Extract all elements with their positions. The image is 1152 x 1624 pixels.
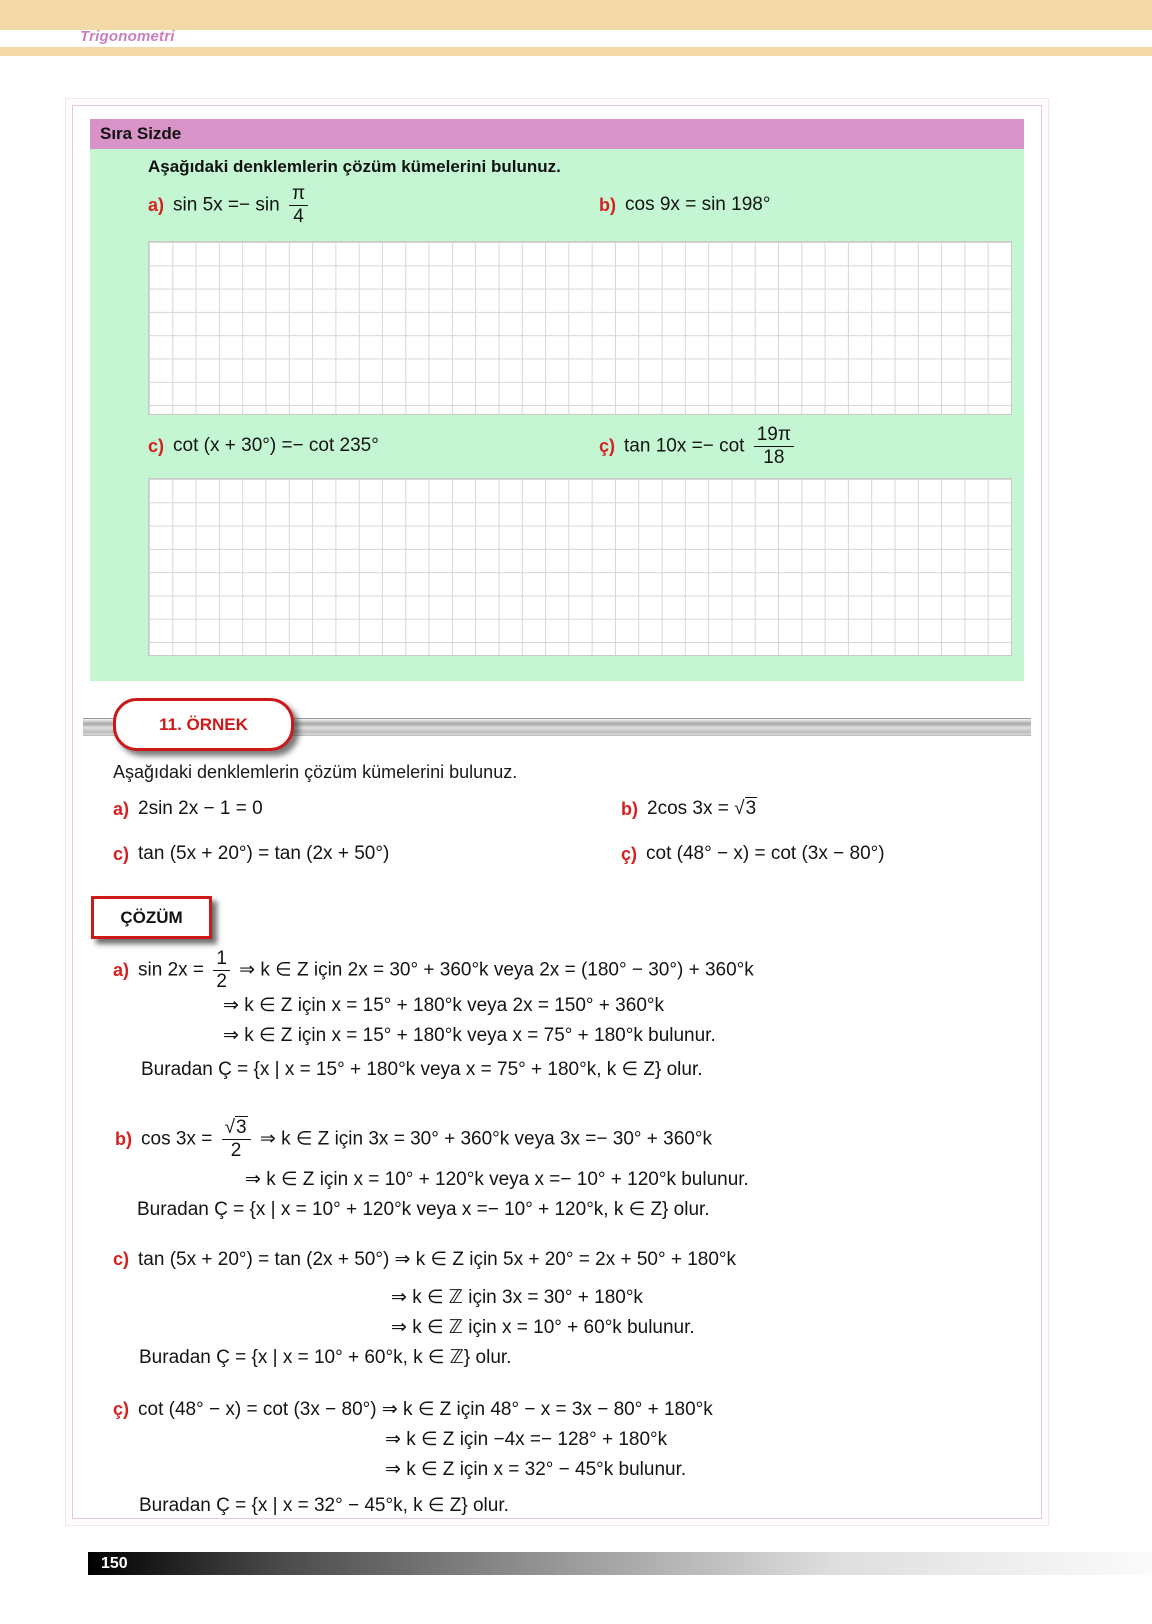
solution-b-label: b) xyxy=(115,1128,132,1149)
problem-a-formula: sin 5x =− sin $\frac{\pi}{4}$ xyxy=(173,184,312,227)
ornek-instruction: Aşağıdaki denklemlerin çözüm kümelerini bulunuz. xyxy=(113,762,518,782)
problem-cc-formula: tan 10x =− cot $\frac{19\pi}{18}$ xyxy=(624,425,798,468)
problem-b-formula: cos 9x = sin 198° xyxy=(625,194,771,215)
solution-c-label: c) xyxy=(113,1249,130,1269)
solution-cc-line-2: ⇒ k ∈ Z için −4x =− 128° + 180°k xyxy=(385,1429,668,1450)
chapter-title: Trigonometri xyxy=(80,28,175,45)
solution-b-line-1: b) cos 3x = $\frac{√3}{2}$ ⇒ k ∈ Z için 3x = 30° + 360°k veya 3x =− 30° + 360°k xyxy=(115,1116,712,1161)
problem-cc xyxy=(599,417,798,475)
ornek-problem-c xyxy=(113,841,389,867)
solution-cc-line-1: ç) cot (48° − x) = cot (3x − 80°) ⇒ k ∈ Z için 48° − x = 3x − 80° + 180°k xyxy=(113,1399,713,1420)
solution-b-line-2: ⇒ k ∈ Z için x = 10° + 120°k veya x =− 10° + 120°k bulunur. xyxy=(245,1169,749,1190)
solution-a-result: Buradan Ç = {x | x = 15° + 180°k veya x = 75° + 180°k, k ∈ Z} olur. xyxy=(141,1059,703,1080)
ornek-problem-c-formula: tan (5x + 20°) = tan (2x + 50°) xyxy=(138,843,390,864)
problem-a xyxy=(148,179,312,231)
ornek-problem-a xyxy=(113,796,263,822)
answer-grid-1 xyxy=(148,241,1012,415)
ornek-problem-cc-label: ç) xyxy=(621,843,638,864)
page-number-bar xyxy=(88,1552,1152,1575)
ornek-problem-cc-formula: cot (48° − x) = cot (3x − 80°) xyxy=(646,843,885,864)
solution-b-result: Buradan Ç = {x | x = 10° + 120°k veya x =− 10° + 120°k, k ∈ Z} olur. xyxy=(137,1199,710,1220)
solution-c-line-1: c) tan (5x + 20°) = tan (2x + 50°) ⇒ k ∈ Z için 5x + 20° = 2x + 50° + 180°k xyxy=(113,1249,737,1270)
cozum-badge: ÇÖZÜM xyxy=(91,896,212,939)
problem-b xyxy=(599,179,770,231)
ornek-problem-a-formula: 2sin 2x − 1 = 0 xyxy=(138,798,263,819)
problem-c xyxy=(148,417,379,475)
ornek-badge: 11. ÖRNEK xyxy=(113,698,294,751)
ornek-problem-c-label: c) xyxy=(113,843,130,864)
problem-a-label: a) xyxy=(148,194,165,215)
solution-c-line-2: ⇒ k ∈ ℤ için 3x = 30° + 180°k xyxy=(391,1287,643,1308)
solution-a-line-1: a) sin 2x = $\frac{1}{2}$ ⇒ k ∈ Z için 2x = 30° + 360°k veya 2x = (180° − 30°) + 360°k xyxy=(113,947,754,992)
problem-c-formula: cot (x + 30°) =− cot 235° xyxy=(173,435,379,456)
solution-a-line-2: ⇒ k ∈ Z için x = 15° + 180°k veya 2x = 150° + 360°k xyxy=(223,995,664,1016)
problem-c-label: c) xyxy=(148,435,165,456)
ornek-problem-b-label: b) xyxy=(621,798,638,819)
ornek-problem-cc xyxy=(621,841,885,867)
solution-c-line-3: ⇒ k ∈ ℤ için x = 10° + 60°k bulunur. xyxy=(391,1317,695,1338)
problem-b-label: b) xyxy=(599,194,616,215)
sira-sizde-instruction: Aşağıdaki denklemlerin çözüm kümelerini bulunuz. xyxy=(148,157,561,176)
solution-a-label: a) xyxy=(113,959,130,980)
sira-sizde-body xyxy=(90,149,1024,681)
ornek-problem-a-label: a) xyxy=(113,798,130,819)
answer-grid-2 xyxy=(148,478,1012,656)
header-band-sub xyxy=(0,47,1152,56)
solution-a-line-3: ⇒ k ∈ Z için x = 15° + 180°k veya x = 75° + 180°k bulunur. xyxy=(223,1025,716,1046)
page-number: 150 xyxy=(101,1555,128,1572)
ornek-problem-b xyxy=(621,796,757,822)
content-box xyxy=(72,105,1042,1519)
solution-cc-line-3: ⇒ k ∈ Z için x = 32° − 45°k bulunur. xyxy=(385,1459,687,1480)
solution-c-result: Buradan Ç = {x | x = 10° + 60°k, k ∈ ℤ} olur. xyxy=(139,1347,512,1368)
solution-cc-result: Buradan Ç = {x | x = 32° − 45°k, k ∈ Z} olur. xyxy=(139,1495,509,1516)
header-band-top xyxy=(0,0,1152,30)
sira-sizde-header: Sıra Sizde xyxy=(90,119,1024,149)
solution-cc-label: ç) xyxy=(113,1399,130,1419)
problem-cc-label: ç) xyxy=(599,435,616,456)
ornek-problem-b-formula: 2cos 3x = √3 xyxy=(647,798,757,819)
